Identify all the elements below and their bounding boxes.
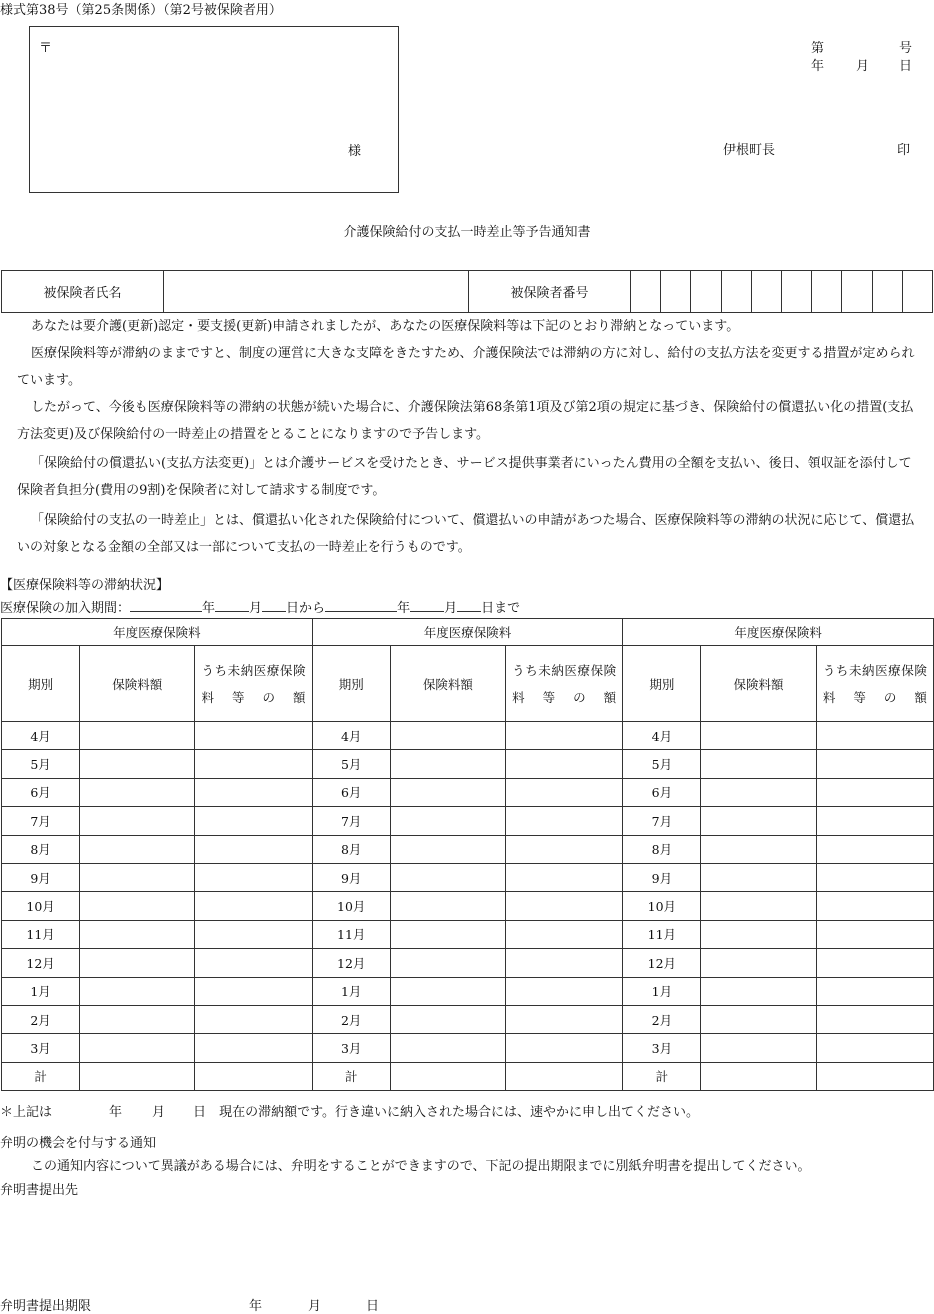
hearing-heading: 弁明の機会を付与する通知 bbox=[0, 1136, 157, 1151]
fiscal-year-header: 年度医療保険料 bbox=[2, 619, 313, 646]
submission-destination-label: 弁明書提出先 bbox=[0, 1183, 79, 1198]
fee-amount-cell[interactable] bbox=[390, 863, 505, 891]
unpaid-amount-cell[interactable] bbox=[195, 863, 312, 891]
fee-amount-cell[interactable] bbox=[390, 1034, 505, 1062]
insured-number-digit[interactable] bbox=[842, 271, 872, 313]
unpaid-amount-cell[interactable] bbox=[506, 807, 623, 835]
month-row bbox=[2, 863, 934, 891]
period-cell: 7月 bbox=[312, 807, 390, 835]
note-suffix: 現在の滞納額です。行き違いに納入された場合には、速やかに申し出てください。 bbox=[219, 1105, 700, 1120]
fee-amount-cell[interactable] bbox=[390, 1005, 505, 1033]
insured-info-table bbox=[1, 270, 933, 313]
period-cell: 1月 bbox=[312, 977, 390, 1005]
fee-amount-cell[interactable] bbox=[701, 1062, 816, 1090]
period-cell: 8月 bbox=[2, 835, 80, 863]
insured-number-label: 被保険者番号 bbox=[468, 271, 630, 313]
period-cell: 1月 bbox=[2, 977, 80, 1005]
col-period-header: 期別 bbox=[623, 646, 701, 722]
period-cell: 4月 bbox=[312, 722, 390, 750]
fee-amount-cell[interactable] bbox=[701, 1034, 816, 1062]
unpaid-amount-cell[interactable] bbox=[195, 920, 312, 948]
arrears-note bbox=[0, 1101, 699, 1120]
period-from-month: 月 bbox=[249, 601, 263, 616]
unpaid-amount-cell[interactable] bbox=[816, 977, 933, 1005]
fee-amount-cell[interactable] bbox=[390, 892, 505, 920]
fee-amount-cell[interactable] bbox=[701, 892, 816, 920]
period-cell: 8月 bbox=[312, 835, 390, 863]
col-period-header: 期別 bbox=[312, 646, 390, 722]
fee-amount-cell[interactable] bbox=[80, 892, 195, 920]
fee-amount-cell[interactable] bbox=[80, 750, 195, 778]
month-row bbox=[2, 1005, 934, 1033]
fee-amount-cell[interactable] bbox=[80, 977, 195, 1005]
unpaid-amount-cell[interactable] bbox=[506, 920, 623, 948]
period-cell: 4月 bbox=[623, 722, 701, 750]
fee-amount-cell[interactable] bbox=[390, 807, 505, 835]
col-fee-header: 保険料額 bbox=[390, 646, 505, 722]
period-cell: 4月 bbox=[2, 722, 80, 750]
month-row bbox=[2, 920, 934, 948]
fiscal-year-header: 年度医療保険料 bbox=[623, 619, 934, 646]
fee-amount-cell[interactable] bbox=[701, 835, 816, 863]
period-cell: 12月 bbox=[623, 949, 701, 977]
issue-day: 日 bbox=[899, 59, 913, 74]
month-row bbox=[2, 807, 934, 835]
fee-amount-cell[interactable] bbox=[80, 807, 195, 835]
period-to-year: 年 bbox=[397, 601, 411, 616]
period-cell: 8月 bbox=[623, 835, 701, 863]
insured-name-field[interactable] bbox=[164, 271, 469, 313]
unpaid-amount-cell[interactable] bbox=[195, 977, 312, 1005]
unpaid-amount-cell[interactable] bbox=[195, 722, 312, 750]
body-paragraph: したがって、今後も医療保険料等の滞納の状態が続いた場合に、介護保険法第68条第1項及び第2項の規定に基づき、保険給付の償還払い化の措置(支払方法変更)及び保険給付の一時差止の措置をとることになりますので予告します。 bbox=[17, 400, 914, 442]
period-cell: 11月 bbox=[623, 920, 701, 948]
fee-amount-cell[interactable] bbox=[390, 920, 505, 948]
hearing-text: この通知内容について異議がある場合には、弁明をすることができますので、下記の提出期限までに別紙弁明書を提出してください。 bbox=[31, 1159, 811, 1174]
period-cell: 11月 bbox=[312, 920, 390, 948]
period-cell: 10月 bbox=[312, 892, 390, 920]
fee-amount-cell[interactable] bbox=[80, 920, 195, 948]
period-cell: 5月 bbox=[312, 750, 390, 778]
period-cell: 9月 bbox=[312, 863, 390, 891]
month-row bbox=[2, 977, 934, 1005]
insured-number-digit[interactable] bbox=[691, 271, 721, 313]
coverage-period-line bbox=[0, 597, 520, 616]
period-from-suffix: 日から bbox=[286, 601, 326, 616]
postal-mark: 〒 bbox=[39, 41, 53, 56]
fee-amount-cell[interactable] bbox=[80, 1062, 195, 1090]
total-row bbox=[2, 1062, 934, 1090]
fee-amount-cell[interactable] bbox=[701, 750, 816, 778]
period-cell: 6月 bbox=[312, 778, 390, 806]
body-paragraph: 医療保険料等が滞納のままですと、制度の運営に大きな支障をきたすため、介護保険法では滞納の方に対し、給付の支払方法を変更する措置が定められています。 bbox=[17, 346, 915, 388]
unpaid-amount-cell[interactable] bbox=[816, 778, 933, 806]
fee-amount-cell[interactable] bbox=[390, 1062, 505, 1090]
note-year: 年 bbox=[109, 1105, 123, 1120]
month-row bbox=[2, 722, 934, 750]
unpaid-amount-cell[interactable] bbox=[506, 863, 623, 891]
unpaid-amount-cell[interactable] bbox=[195, 750, 312, 778]
fee-amount-cell[interactable] bbox=[80, 863, 195, 891]
col-unpaid-header: うち未納医療保険料等の額 bbox=[816, 646, 933, 722]
fee-amount-cell[interactable] bbox=[390, 977, 505, 1005]
unpaid-amount-cell[interactable] bbox=[816, 949, 933, 977]
unpaid-amount-cell[interactable] bbox=[506, 949, 623, 977]
fee-amount-cell[interactable] bbox=[701, 778, 816, 806]
fee-amount-cell[interactable] bbox=[701, 807, 816, 835]
unpaid-amount-cell[interactable] bbox=[506, 750, 623, 778]
fee-amount-cell[interactable] bbox=[390, 750, 505, 778]
note-month: 月 bbox=[152, 1105, 166, 1120]
address-box bbox=[29, 26, 399, 193]
unpaid-amount-cell[interactable] bbox=[816, 750, 933, 778]
fiscal-year-header: 年度医療保険料 bbox=[312, 619, 623, 646]
unpaid-amount-cell[interactable] bbox=[506, 977, 623, 1005]
period-cell: 6月 bbox=[623, 778, 701, 806]
deadline-month: 月 bbox=[308, 1299, 322, 1314]
fee-amount-cell[interactable] bbox=[80, 722, 195, 750]
unpaid-amount-cell[interactable] bbox=[506, 778, 623, 806]
fee-amount-cell[interactable] bbox=[80, 1034, 195, 1062]
issuer-name: 伊根町長 bbox=[723, 143, 776, 158]
unpaid-amount-cell[interactable] bbox=[506, 892, 623, 920]
period-cell: 計 bbox=[623, 1062, 701, 1090]
issuer-seal: 印 bbox=[897, 143, 911, 158]
period-cell: 11月 bbox=[2, 920, 80, 948]
unpaid-amount-cell[interactable] bbox=[816, 1005, 933, 1033]
insured-number-digit[interactable] bbox=[751, 271, 781, 313]
note-prefix: ＊上記は bbox=[0, 1105, 53, 1120]
col-fee-header: 保険料額 bbox=[701, 646, 816, 722]
unpaid-amount-cell[interactable] bbox=[195, 949, 312, 977]
period-cell: 3月 bbox=[312, 1034, 390, 1062]
period-cell: 7月 bbox=[623, 807, 701, 835]
period-cell: 5月 bbox=[623, 750, 701, 778]
period-cell: 2月 bbox=[623, 1005, 701, 1033]
col-period-header: 期別 bbox=[2, 646, 80, 722]
fee-amount-cell[interactable] bbox=[390, 949, 505, 977]
period-cell: 7月 bbox=[2, 807, 80, 835]
unpaid-amount-cell[interactable] bbox=[195, 807, 312, 835]
period-cell: 2月 bbox=[2, 1005, 80, 1033]
unpaid-amount-cell[interactable] bbox=[816, 1034, 933, 1062]
unpaid-amount-cell[interactable] bbox=[816, 807, 933, 835]
deadline-day: 日 bbox=[366, 1299, 380, 1314]
insured-number-digit[interactable] bbox=[902, 271, 932, 313]
fee-amount-cell[interactable] bbox=[80, 835, 195, 863]
fee-amount-cell[interactable] bbox=[80, 1005, 195, 1033]
unpaid-amount-cell[interactable] bbox=[195, 892, 312, 920]
unpaid-amount-cell[interactable] bbox=[816, 920, 933, 948]
body-paragraph: あなたは要介護(更新)認定・要支援(更新)申請されましたが、あなたの医療保険料等は下記のとおり滞納となっています。 bbox=[31, 319, 740, 334]
unpaid-amount-cell[interactable] bbox=[506, 1034, 623, 1062]
insured-number-digit[interactable] bbox=[661, 271, 691, 313]
unpaid-amount-cell[interactable] bbox=[195, 1034, 312, 1062]
fee-amount-cell[interactable] bbox=[390, 722, 505, 750]
period-cell: 計 bbox=[312, 1062, 390, 1090]
unpaid-amount-cell[interactable] bbox=[195, 1005, 312, 1033]
unpaid-amount-cell[interactable] bbox=[506, 722, 623, 750]
month-row bbox=[2, 949, 934, 977]
period-cell: 9月 bbox=[2, 863, 80, 891]
month-row bbox=[2, 778, 934, 806]
month-row bbox=[2, 892, 934, 920]
period-cell: 12月 bbox=[312, 949, 390, 977]
fee-amount-cell[interactable] bbox=[701, 949, 816, 977]
col-unpaid-header: うち未納医療保険料等の額 bbox=[195, 646, 312, 722]
period-cell: 5月 bbox=[2, 750, 80, 778]
period-cell: 計 bbox=[2, 1062, 80, 1090]
fee-amount-cell[interactable] bbox=[390, 778, 505, 806]
issue-year: 年 bbox=[811, 59, 825, 74]
insured-number-digit[interactable] bbox=[721, 271, 751, 313]
unpaid-amount-cell[interactable] bbox=[816, 1062, 933, 1090]
period-cell: 10月 bbox=[623, 892, 701, 920]
period-cell: 3月 bbox=[623, 1034, 701, 1062]
issue-month: 月 bbox=[856, 59, 870, 74]
period-to-suffix: 日まで bbox=[481, 601, 521, 616]
period-cell: 12月 bbox=[2, 949, 80, 977]
unpaid-amount-cell[interactable] bbox=[816, 863, 933, 891]
form-header: 様式第38号（第25条関係）（第2号被保険者用） bbox=[0, 3, 282, 18]
note-day: 日 bbox=[193, 1105, 207, 1120]
insured-number-digit[interactable] bbox=[781, 271, 811, 313]
body-paragraph: 「保険給付の償還払い(支払方法変更)」とは介護サービスを受けたとき、サービス提供事業者にいったん費用の全額を支払い、後日、領収証を添付して保険者負担分(費用の9割)を保険者に対して請求する制度です。 bbox=[17, 456, 912, 498]
fee-amount-cell[interactable] bbox=[390, 835, 505, 863]
fee-amount-cell[interactable] bbox=[701, 920, 816, 948]
period-cell: 6月 bbox=[2, 778, 80, 806]
unpaid-amount-cell[interactable] bbox=[506, 1062, 623, 1090]
body-paragraph: 「保険給付の支払の一時差止」とは、償還払い化された保険給付について、償還払いの申請があつた場合、医療保険料等の滞納の状況に応じて、償還払いの対象となる金額の全部又は一部について支払の一時差止を行うものです。 bbox=[17, 513, 915, 555]
unpaid-amount-cell[interactable] bbox=[195, 778, 312, 806]
issue-number-suffix: 号 bbox=[899, 41, 913, 56]
col-fee-header: 保険料額 bbox=[80, 646, 195, 722]
issue-number-prefix: 第 bbox=[811, 41, 825, 56]
insured-number-digit[interactable] bbox=[631, 271, 661, 313]
document-title: 介護保険給付の支払一時差止等予告通知書 bbox=[343, 225, 591, 240]
unpaid-amount-cell[interactable] bbox=[506, 835, 623, 863]
period-cell: 10月 bbox=[2, 892, 80, 920]
col-unpaid-header: うち未納医療保険料等の額 bbox=[506, 646, 623, 722]
addressee-honorific: 様 bbox=[348, 144, 362, 159]
fee-amount-cell[interactable] bbox=[701, 977, 816, 1005]
fee-amount-cell[interactable] bbox=[80, 949, 195, 977]
period-cell: 9月 bbox=[623, 863, 701, 891]
arrears-heading: 【医療保険料等の滞納状況】 bbox=[0, 578, 170, 593]
unpaid-amount-cell[interactable] bbox=[506, 1005, 623, 1033]
unpaid-amount-cell[interactable] bbox=[816, 722, 933, 750]
month-row bbox=[2, 835, 934, 863]
insured-number-digit[interactable] bbox=[812, 271, 842, 313]
arrears-table bbox=[1, 618, 934, 1091]
insured-name-label: 被保険者氏名 bbox=[2, 271, 164, 313]
fee-amount-cell[interactable] bbox=[701, 1005, 816, 1033]
coverage-period-label: 医療保険の加入期間： bbox=[0, 601, 131, 616]
period-from-year: 年 bbox=[202, 601, 216, 616]
unpaid-amount-cell[interactable] bbox=[816, 892, 933, 920]
insured-number-digit[interactable] bbox=[872, 271, 902, 313]
period-cell: 3月 bbox=[2, 1034, 80, 1062]
submission-deadline-label: 弁明書提出期限 bbox=[0, 1299, 92, 1314]
period-to-month: 月 bbox=[444, 601, 458, 616]
fee-amount-cell[interactable] bbox=[701, 863, 816, 891]
unpaid-amount-cell[interactable] bbox=[195, 1062, 312, 1090]
fee-amount-cell[interactable] bbox=[701, 722, 816, 750]
month-row bbox=[2, 1034, 934, 1062]
period-cell: 1月 bbox=[623, 977, 701, 1005]
month-row bbox=[2, 750, 934, 778]
period-cell: 2月 bbox=[312, 1005, 390, 1033]
fee-amount-cell[interactable] bbox=[80, 778, 195, 806]
unpaid-amount-cell[interactable] bbox=[195, 835, 312, 863]
deadline-year: 年 bbox=[249, 1299, 263, 1314]
unpaid-amount-cell[interactable] bbox=[816, 835, 933, 863]
